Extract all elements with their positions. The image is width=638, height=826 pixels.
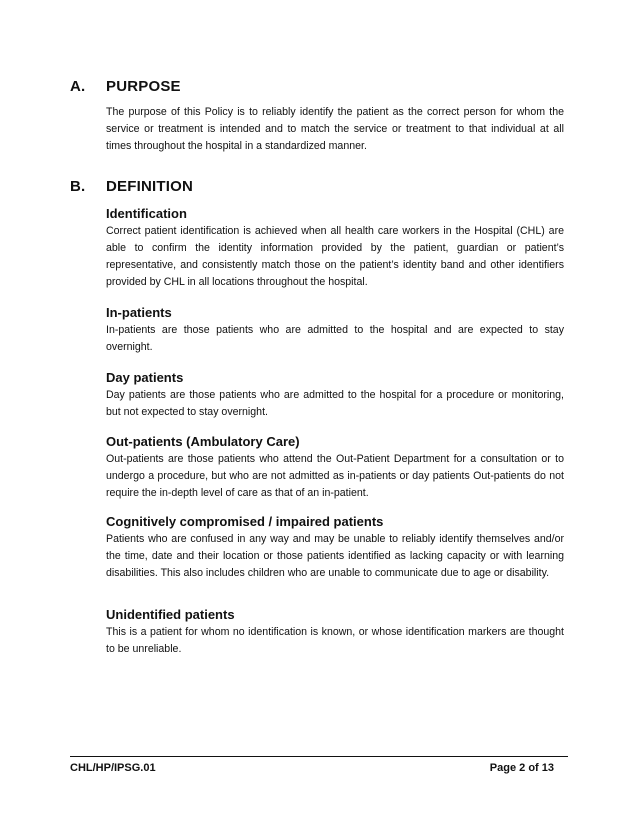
purpose-block xyxy=(106,104,564,155)
definition-in-patients xyxy=(106,305,564,356)
definition-out-patients xyxy=(106,434,564,502)
definition-cognitively-compromised xyxy=(106,514,564,582)
page-number: Page 2 of 13 xyxy=(489,762,554,774)
section-b-heading xyxy=(70,178,193,195)
definition-text: In-patients are those patients who are admitted to the hospital and are expected to stay overnight. xyxy=(106,324,564,353)
definition-title: Cognitively compromised / impaired patients xyxy=(106,514,384,529)
definition-title: In-patients xyxy=(106,305,172,320)
footer-divider xyxy=(70,756,568,757)
purpose-text: The purpose of this Policy is to reliably identify the patient as the correct person for whom the service or treatment is intended and to match the service or treatment to that individual at all times throughout the hospital in a standardized manner. xyxy=(106,106,564,152)
definition-title: Out-patients (Ambulatory Care) xyxy=(106,434,300,449)
definition-title: Unidentified patients xyxy=(106,607,235,622)
definition-title: Identification xyxy=(106,206,187,221)
section-b-title: DEFINITION xyxy=(106,178,193,195)
section-b-letter: B. xyxy=(70,178,86,195)
section-a-title: PURPOSE xyxy=(106,78,181,95)
definition-text: Patients who are confused in any way and may be unable to reliably identify themselves and/or the time, date and their location or those patients identified as lacking capacity or with learning disabilities. This also includes children who are unable to communicate due to age or disability. xyxy=(106,533,564,579)
definition-text: This is a patient for whom no identification is known, or whose identification markers are thought to be unreliable. xyxy=(106,626,564,655)
definition-title: Day patients xyxy=(106,370,184,385)
definition-text: Day patients are those patients who are admitted to the hospital for a procedure or monitoring, but not expected to stay overnight. xyxy=(106,389,564,418)
section-a-letter: A. xyxy=(70,78,86,95)
document-code: CHL/HP/IPSG.01 xyxy=(70,762,156,774)
definition-identification xyxy=(106,206,564,291)
section-a-heading xyxy=(70,78,181,95)
definition-text: Out-patients are those patients who attend the Out-Patient Department for a consultation or to undergo a procedure, but who are not admitted as in-patients or day patients Out-patients do not require the in-depth level of care as that of an in-patient. xyxy=(106,453,564,499)
definition-day-patients xyxy=(106,370,564,421)
definition-unidentified-patients xyxy=(106,607,564,658)
definition-text: Correct patient identification is achieved when all health care workers in the Hospital (CHL) are able to confirm the identity information provided by the patient, guardian or patient’s representative, and consistently match those on the patient’s identity band and other identifiers provided by CHL in all locations throughout the hospital. xyxy=(106,225,564,288)
page-footer xyxy=(70,762,554,774)
